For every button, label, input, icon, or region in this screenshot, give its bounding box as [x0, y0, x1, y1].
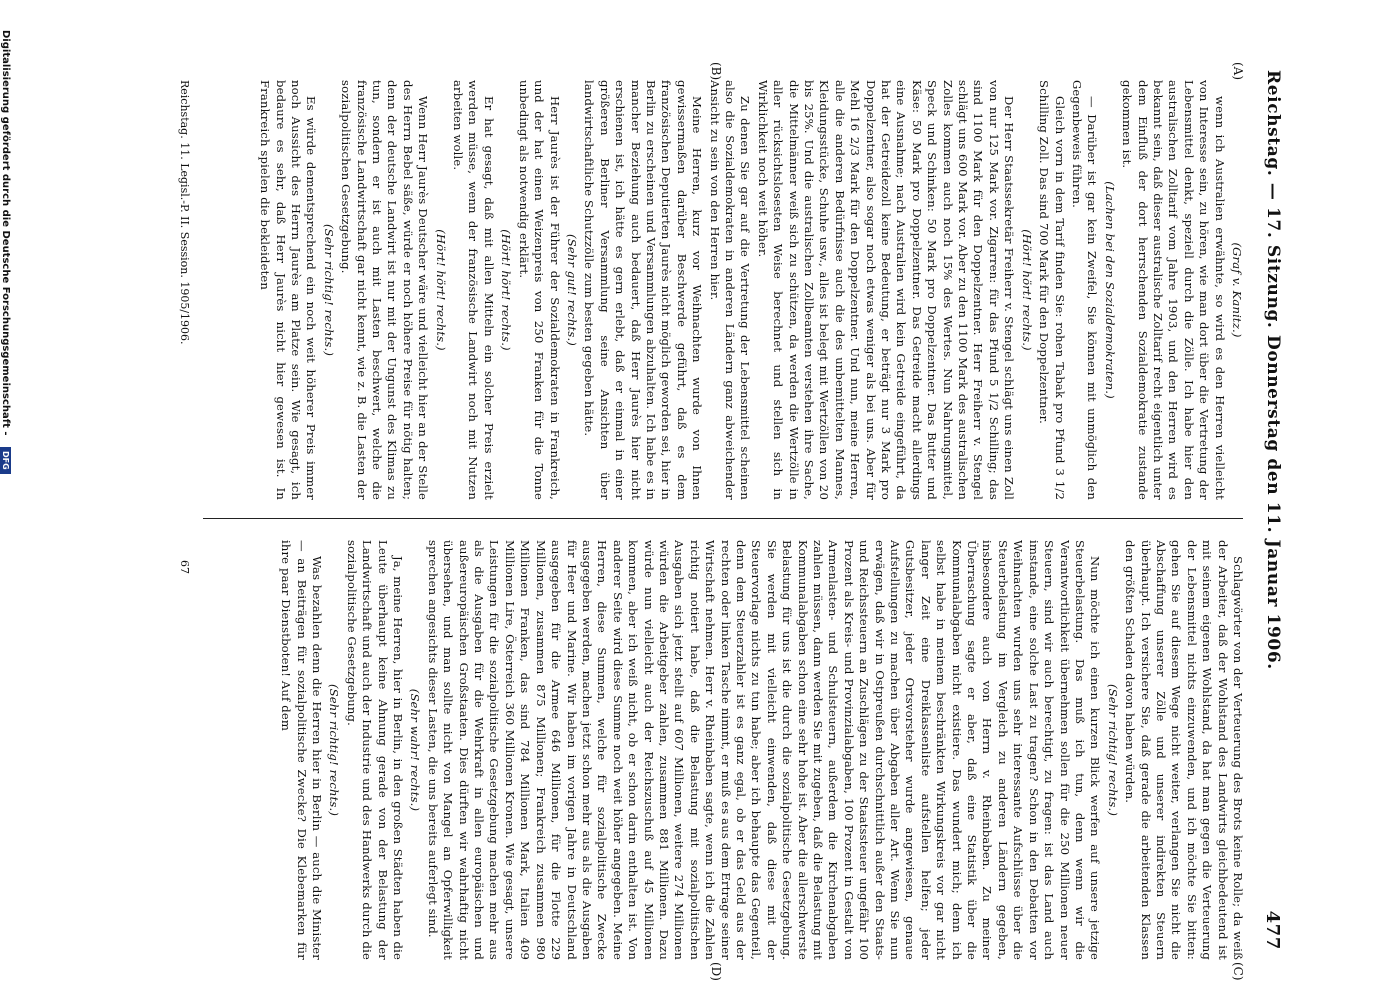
- column-divider: [203, 518, 1243, 519]
- speaker-label: (Graf v. Kanitz.): [1230, 242, 1244, 338]
- paragraph: Der Herr Staatssekretär Freiherr v. Stengel schlägt uns einen Zoll von nur 125 Mark vor. Zigarren: für das Pfund 5 1/2 Schilling; das sind 1100 Mark für den Doppelzentner. Herr Freiherr v. Stengel schlägt uns 600 Mark vor. Aber zu den 1100 Mark des australischen Zolles kommen auch noch 15% des Wertes. Nun Nahrungsmittel, Speck und Schinken: 50 Mark pro Doppelzentner. Das Butter und Käse: 50 Mark pro Doppelzentner. Das Getreide macht allerdings eine Ausnahme; nach Australien wird kein Getreide eingeführt, da hat der Getreidezoll keine Bedeutung, er beträgt nur 3 Mark pro Doppelzentner, also sogar noch etwas weniger als bei uns. Aber für Mehl 16 2/3 Mark für den Doppelzentner. Und nun, meine Herren, alle die anderen Bedürfnisse auch die des unbemittelten Mannes, Kleidungsstücke, Schuhe usw., alles ist belegt mit Wertzöllen von 20 bis 25%. Und die australischen Zollbeamten verstehen ihre Sache, die Mittelmänner weiß sich zu schützen, da werden die Wertzölle in aller rücksichtslosesten Weise berechnet und stellen sich in Wirklichkeit noch weit höher.: [755, 80, 1017, 500]
- paragraph: Was bezahlen denn die Herren hier in Berlin — auch die Minister — an Beiträgen für sozialpolitische Zwecke? Die Klebemarken für ihre paar Dienstboten! Auf dem: [279, 540, 325, 960]
- page-header: [1257, 70, 1283, 950]
- digitization-credit: [0, 30, 11, 970]
- paragraph: Es würde dementsprechend ein noch weit höherer Preis immer noch Aussicht des Herrn Jaurès am Platze sein. Wie gesagt, ich bedaure es sehr, daß Herr Jaurès nicht hier gewesen ist. In Frankreich spielen die bekleideten: [258, 80, 319, 500]
- paragraph: Gleich vorn in dem Tarif finden Sie: rohen Tabak pro Pfund 3 1/2 Schilling Zoll. Das sind 700 Mark für den Doppelzentner.: [1037, 80, 1067, 500]
- credit-text: Digitalisierung gefördert durch die Deutsche Forschungsgemeinschaft -: [0, 30, 11, 436]
- header-title: Reichstag. — 17. Sitzung. Donnerstag den 11. Januar 1906.: [1263, 70, 1283, 670]
- margin-mark-b: (B): [709, 62, 723, 81]
- paragraph: Meine Herren, kurz vor Weihnachten wurde von Ihnen gewissermaßen darüber Beschwerde geführt, daß es dem französischen Deputierten Jaurès nicht möglich geworden sei, hier in Berlin zu erscheinen und Versammlungen abzuhalten. Ich habe es in mancher Beziehung auch bedauert, daß Herr Jaurès hier nicht erschienen ist, ich hätte es gern erlebt, daß er einmal in einer größeren Berliner Versammlung seine Ansichten über landwirtschaftliche Schutzzölle zum besten gegeben hätte.: [582, 80, 705, 500]
- paragraph: Wenn Herr Jaurès Deutscher wäre und vielleicht hier an der Stelle des Herrn Bebel säße, würde er noch höhere Preise für nötig halten; denn der deutsche Landwirt ist nur mit der Ungunst des Klimas zu tun, sondern er ist auch mit Lasten beschwert, welche die französische Landwirtschaft gar nicht kennt, wie z. B. die Lasten der sozialpolitischen Gesetzgebung.: [339, 80, 431, 500]
- interjection: (Hört! hört! rechts.): [499, 229, 514, 351]
- page-number: 477: [1262, 910, 1283, 950]
- left-text-column: [195, 80, 1245, 500]
- interjection: (Sehr wahr! rechts.): [408, 688, 423, 812]
- footer-session: Reichstag. 11. Legisl.-P. II. Session. 1905/1906.: [178, 80, 191, 345]
- paragraph: Schlagwörter von der Verteuerung des Brots keine Rolle; da weiß der Arbeiter, daß der Wohlstand des Landwirts gleichbedeutend ist mit seinem eigenen Wohlstand, da hat man gegen die Verteuerung der Lebensmittel nichts einzuwenden, und ich möchte Sie bitten: gehen Sie auf diesem Wege nicht weiter, verlangen Sie nicht die Abschaffung unserer Zölle und unserer indirekten Steuern überhaupt. Ich versichere Sie, daß gerade die arbeitenden Klassen den größten Schaden davon haben würden.: [1123, 540, 1245, 960]
- margin-mark-a: (A): [1231, 62, 1245, 81]
- margin-mark-d: (D): [709, 962, 723, 981]
- interjection: (Hört! hört! rechts.): [433, 229, 448, 351]
- page-footer: [171, 80, 191, 960]
- paragraph: Herr Jaurès ist der Führer der Sozialdemokraten in Frankreich, und der hat einen Weizenpreis von 250 Franken für die Tonne unbedingt als notwendig erklärt.: [516, 80, 562, 500]
- left-paragraphs: [257, 80, 1227, 500]
- margin-mark-c: (C): [1231, 962, 1245, 981]
- right-text-column: [195, 540, 1245, 960]
- paragraph: Ja, meine Herren, hier in Berlin, in den großen Städten haben die Leute überhaupt keine Ahnung gerade von der Belastung der Landwirtschaft und auch der Industrie und des Handwerks durch die sozialpolitische Gesetzgebung.: [344, 540, 406, 960]
- paragraph: wenn ich Australien erwähnte, so wird es den Herren vielleicht von Interesse sein, zu hören, wie man dort über die Vertretung der Lebensmittel denkt, speziell durch die Zölle. Ich habe hier den australischen Zolltarif vom Jahre 1903, und den Herren wird es bekannt sein, daß dieser australische Zolltarif recht eigentlich unter dem Einfluß der dort herrschenden Sozialdemokratie zustande gekommen ist.: [1120, 80, 1227, 500]
- paragraph: Er hat gesagt, daß mit allen Mitteln ein solcher Preis erzielt werden müsse, wenn der französische Landwirt noch mit Nutzen arbeiten wolle.: [451, 80, 496, 500]
- dfg-logo: DFG: [0, 447, 11, 474]
- interjection: (Sehr gut! rechts.): [564, 234, 579, 346]
- interjection: (Hört! hört! rechts.): [1019, 229, 1034, 351]
- interjection: (Sehr richtig! rechts.): [327, 684, 342, 816]
- interjection: (Lachen bei den Sozialdemokraten.): [1102, 181, 1117, 399]
- footer-sheet-number: 67: [178, 560, 191, 574]
- interjection: (Sehr richtig! rechts.): [1105, 684, 1120, 816]
- interjection: (Sehr richtig! rechts.): [321, 224, 336, 356]
- paragraph: — Darüber ist gar kein Zweifel, Sie können mit unmöglich den Gegenbeweis führen.: [1069, 80, 1100, 500]
- paragraph: Nun möchte ich einen kurzen Blick werfen auf unsere jetzige Steuerbelastung. Das muß ich tun, denn wenn wir die Verantwortlichkeit übernehmen sollen für die 250 Millionen neuer Steuern, sind wir auch berechtigt, zu fragen: ist das Land auch imstande, eine solche Last zu tragen? Schon in den Debatten vor Weihnachten wurden uns sehr interessante Aufschlüsse über die Steuerbelastung im Vergleich zu anderen Ländern gegeben, insbesondere auch von Herrn v. Rheinbaben. Zu meiner Überraschung sagte er aber, daß eine Statistik über die Kommunalabgaben nicht existiere. Das wundert mich; denn ich selbst habe in meinem beschränkten Wirkungskreis vor gar nicht langer Zeit eine Dreiklassenliste aufstellen helfen; jeder Gutsbesitzer, jeder Ortsvorsteher wurde angewiesen, genaue Aufstellungen zu machen über Abgaben aller Art. Wenn Sie nun erwägen, daß wir in Ostpreußen durchschnittlich außer den Staats- und Reichssteuern an Zuschlägen zu der Staatssteuer ungefähr 100 Prozent als Kreis- und Provinzialabgaben, 100 Prozent in Gestalt von Armenlasten- und Schulsteuern, außerdem die Kirchenabgaben zahlen müssen, dann werden Sie mit zugeben, daß die Belastung mit Kommunalabgaben schon eine sehr hohe ist. Aber die allerschwerste Belastung für uns ist die durch die sozialpolitische Gesetzgebung. Sie werden mit vielleicht einwenden, daß diese mit der Steuervorlage nichts zu tun habe; aber ich behaupte das Gegenteil, denn dem Steuerzahler ist es ganz egal, ob er das Geld aus der rechten oder linken Tasche nimmt, er muß es aus dem Ertrage seiner Wirtschaft nehmen. Herr v. Rheinbaben sagte, wenn ich die Zahlen richtig notiert habe, daß die Belastung mit sozialpolitischen Ausgaben sich jetzt stellt auf 607 Millionen, weitere 274 Millionen würden die Arbeitgeber zahlen, zusammen 881 Millionen. Dazu würde nun vielleicht auch der Reichszuschuß auf 45 Millionen kommen, aber ich weiß nicht, ob er schon darin enthalten ist. Von anderer Seite wird diese Summe noch weit höher angegeben. Meine Herren, diese Summen, welche für sozialpolitische Zwecke ausgegeben werden, machen jetzt schon mehr aus als die Ausgaben für Heer und Marine. Wir haben im vorigen Jahre in Deutschland ausgegeben für die Armee 646 Millionen, für die Flotte 229 Millionen, zusammen 875 Millionen; Frankreich zusammen 980 Millionen Franken, das sind 784 Millionen Mark, Italien 409 Millionen Lire, Österreich 360 Millionen Kronen. Wie gesagt, unsere Leistungen für die sozialpolitische Gesetzgebung machen mehr aus als die Ausgaben für die Wehrkraft in allen europäischen und außereuropäischen Großstaaten. Dies dürften wir wahrhaftig nicht übersehen, und man sollte nicht von Mangel an Opferwilligkeit sprechen angesichts dieser Lasten, die uns bereits auferlegt sind.: [425, 540, 1103, 960]
- paragraph: Zu denen Sie gar auf die Vertretung der Lebensmittel scheinen also die Sozialdemokraten in anderen Ländern ganz abweichender Ansicht zu sein von den Herren hier.: [707, 80, 753, 500]
- right-paragraphs: [278, 540, 1245, 960]
